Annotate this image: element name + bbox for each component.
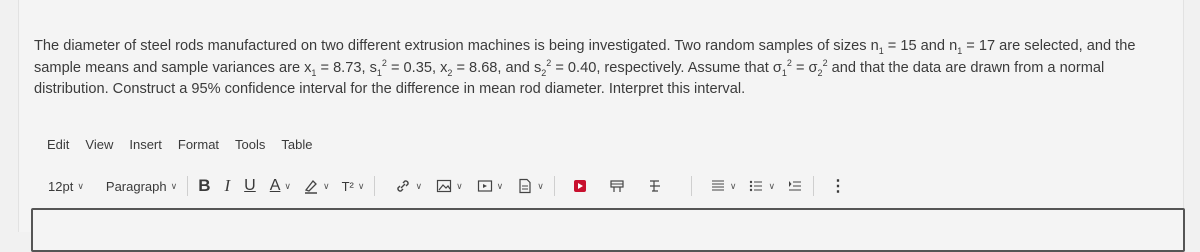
underline-label: U (244, 177, 256, 194)
bold-button[interactable] (198, 176, 210, 196)
question-part: = 8.73, s (316, 59, 377, 76)
more-options-button[interactable] (830, 176, 846, 196)
apps-button[interactable] (609, 178, 625, 194)
toolbar-divider (813, 176, 814, 196)
align-left-icon (710, 178, 726, 194)
link-button[interactable] (395, 178, 422, 194)
chevron-down-icon: ∨ (357, 180, 365, 191)
bold-label: B (198, 176, 211, 195)
menu-view[interactable]: View (85, 137, 114, 152)
superscript: 2 (786, 57, 792, 68)
document-button[interactable] (517, 178, 544, 194)
question-part: = 0.40, respectively. Assume that σ (551, 59, 782, 76)
superscript-button[interactable] (342, 179, 365, 194)
question-frame (18, 0, 1184, 232)
question-part: = 0.35, x (386, 59, 448, 76)
align-button[interactable] (710, 178, 737, 194)
subscript: 1 (957, 45, 963, 56)
text-color-icon: A (269, 177, 281, 194)
image-button[interactable] (436, 178, 463, 194)
question-part: The diameter of steel rods manufactured on two different extrusion machines is being investigated. Two random samples of sizes n (34, 38, 879, 54)
toolbar-divider (554, 176, 555, 196)
superscript: 2 (546, 57, 552, 68)
menu-tools[interactable]: Tools (235, 137, 266, 152)
font-size-select[interactable] (48, 179, 84, 194)
toolbar-divider (187, 176, 188, 196)
list-button[interactable] (748, 178, 775, 194)
menu-format[interactable]: Format (177, 137, 220, 152)
chevron-down-icon: ∨ (284, 180, 291, 191)
question-part: = 17 are selected, and the sample means and sample variances are x (34, 38, 1136, 76)
chevron-down-icon: ∨ (323, 180, 330, 191)
question-part: = 15 and n (883, 38, 958, 54)
subscript: 1 (878, 45, 884, 56)
chevron-down-icon: ∨ (537, 180, 544, 191)
question-part: and that the data are drawn from a normal distribution. Construct a 95% confidence interval for the difference in mean rod diameter. Interpret this interval. (34, 59, 1105, 97)
document-icon (517, 178, 533, 194)
link-icon (395, 178, 411, 194)
block-format-value: Paragraph (105, 178, 167, 194)
subscript: 1 (311, 67, 317, 78)
indent-icon (787, 178, 803, 194)
subscript: 2 (447, 67, 453, 78)
block-format-select[interactable] (106, 179, 177, 194)
highlighter-icon (303, 178, 319, 194)
editor-toolbar (48, 174, 1183, 198)
equation-button[interactable] (647, 178, 663, 194)
underline-button[interactable] (244, 177, 256, 195)
more-options-icon: ⋮ (830, 178, 847, 195)
media-icon (477, 178, 493, 194)
toolbar-divider (691, 176, 692, 196)
chevron-down-icon: ∨ (456, 180, 463, 191)
question-part: = 8.68, and s (452, 59, 542, 76)
chevron-down-icon: ∨ (170, 180, 178, 191)
indent-button[interactable] (787, 178, 803, 194)
superscript: 2 (822, 57, 828, 68)
chevron-down-icon: ∨ (496, 180, 504, 191)
chevron-down-icon: ∨ (768, 180, 776, 191)
answer-editor[interactable] (31, 208, 1185, 252)
equation-icon (647, 178, 663, 194)
image-icon (436, 178, 452, 194)
chevron-down-icon: ∨ (729, 180, 737, 191)
toolbar-divider (374, 176, 375, 196)
italic-label: I (224, 176, 231, 195)
subscript: 2 (541, 67, 547, 78)
superscript-label: T² (341, 178, 354, 194)
record-icon (573, 179, 587, 193)
italic-button[interactable] (225, 176, 231, 196)
subscript: 1 (781, 67, 787, 78)
highlight-color-button[interactable] (303, 178, 330, 194)
menu-edit[interactable]: Edit (47, 137, 70, 152)
text-color-button[interactable] (270, 177, 291, 195)
plug-icon (609, 178, 625, 194)
question-text (34, 36, 1174, 101)
editor-menubar (47, 137, 328, 157)
question-part: = σ (791, 59, 818, 76)
menu-insert[interactable]: Insert (129, 137, 162, 152)
subscript: 1 (376, 67, 382, 78)
superscript: 2 (381, 57, 387, 68)
chevron-down-icon: ∨ (415, 180, 423, 191)
font-size-value: 12pt (48, 178, 74, 194)
record-media-button[interactable] (573, 179, 587, 193)
bullet-list-icon (748, 178, 764, 194)
chevron-down-icon: ∨ (77, 180, 84, 191)
menu-table[interactable]: Table (281, 137, 313, 152)
media-button[interactable] (477, 178, 504, 194)
subscript: 2 (817, 67, 823, 78)
